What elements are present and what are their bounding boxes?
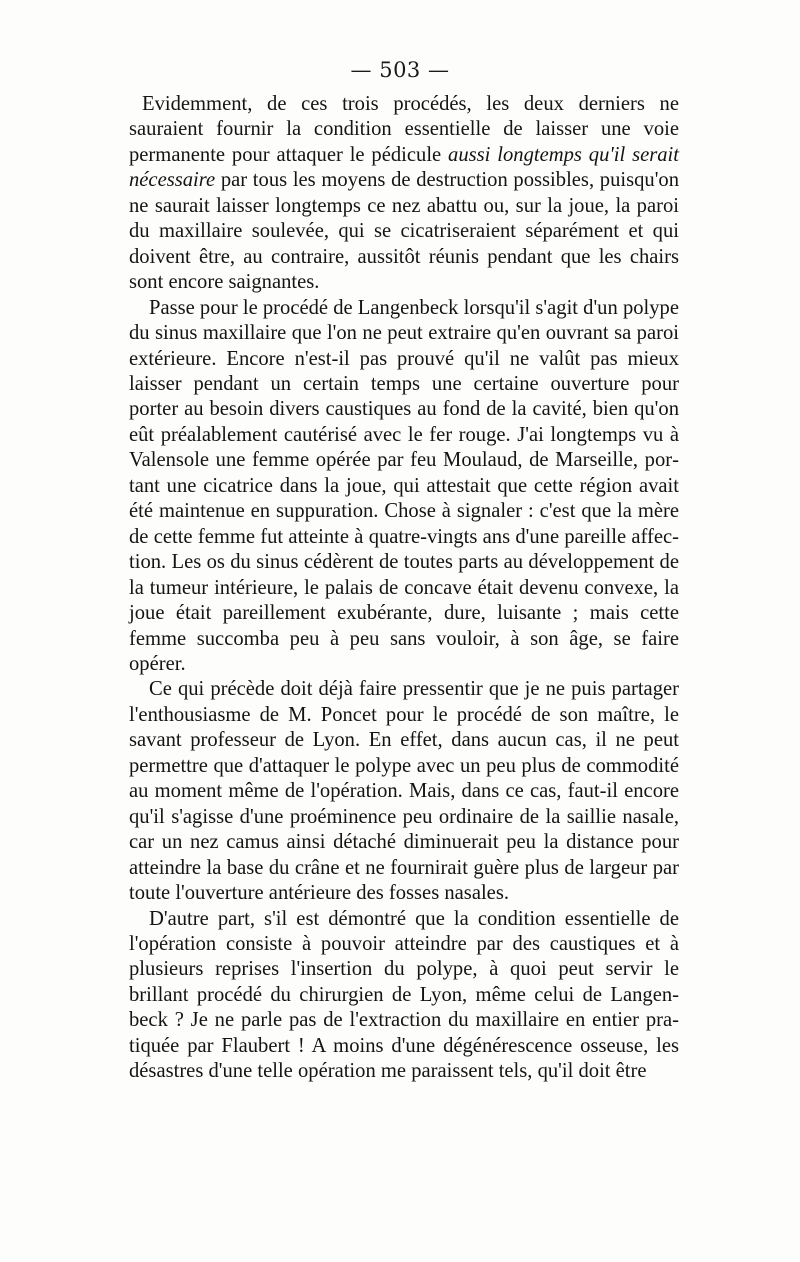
- paragraph: [129, 677, 679, 906]
- text-run: Evidemment, de ces trois procédés, les deux derniers ne sauraient fournir la condition essentielle de laisser une voie permanente pour attaquer le pédicule: [129, 93, 679, 166]
- text-run: Ce qui précède doit déjà faire pressentir que je ne puis partager l'enthousiasme de M. Poncet pour le procédé de son maître, le savant professeur de Lyon. En effet, dans aucun cas, il ne peut permettre que d'attaquer le polype avec un peu plus de commodité au moment même de l'opération. Mais, dans ce cas, faut-il encore qu'il s'agisse d'une proéminence peu ordinaire de la saillie nasale, car un nez camus ainsi détaché diminuerait peu la distance pour atteindre la base du crâne et ne fournirait guère plus de largeur par toute l'ouverture antérieure des fosses nasales.: [129, 678, 679, 905]
- body-text: [129, 92, 679, 1085]
- paragraph: [129, 92, 679, 296]
- text-run: D'autre part, s'il est démontré que la condition essentielle de l'opération consiste à pouvoir atteindre par des caustiques et à plusieurs reprises l'insertion du polype, à quoi peut servir le brillant procédé du chirurgien de Lyon, même celui de Langenbeck ? Je ne parle pas de l'extraction du maxillaire en entier pratiquée par Flaubert ! A moins d'une dégénérescence osseuse, les désastres d'une telle opération me paraissent tels, qu'il doit être: [129, 907, 679, 1083]
- page-number: — 503 —: [350, 58, 450, 82]
- paragraph: [129, 296, 679, 678]
- paragraph: [129, 907, 679, 1085]
- text-run: Passe pour le procédé de Langenbeck lorsqu'il s'agit d'un polype du sinus maxillaire que l'on ne peut extraire qu'en ouvrant sa paroi extérieure. Encore n'est-il pas prouvé qu'il ne valût pas mieux laisser pendant un certain temps une certaine ouverture pour porter au besoin divers caustiques au fond de la cavité, bien qu'on eût préalablement cautérisé avec le fer rouge. J'ai longtemps vu à Valensole une femme opérée par feu Moulaud, de Marseille, portant une cicatrice dans la joue, qui attestait que cette région avait été maintenue en suppuration. Chose à signaler : c'est que la mère de cette femme fut atteinte à quatre-vingts ans d'une pareille affection. Les os du sinus cédèrent de toutes parts au développement de la tumeur intérieure, le palais de concave était devenu convexe, la joue était pareillement exubérante, dure, luisante ; mais cette femme succomba peu à peu sans vouloir, à son âge, se faire opérer.: [129, 296, 679, 675]
- italic-phrase: aussi longtemps qu'il serait nécessaire: [129, 143, 679, 192]
- text-run: par tous les moyens de destruction possibles, puisqu'on ne saurait laisser longtemps ce nez abattu ou, sur la joue, la paroi du maxillaire soulevée, qui se cicatriseraient séparément et qui doivent être, au contraire, aussitôt réunis pendant que les chairs sont encore saignantes.: [129, 169, 679, 294]
